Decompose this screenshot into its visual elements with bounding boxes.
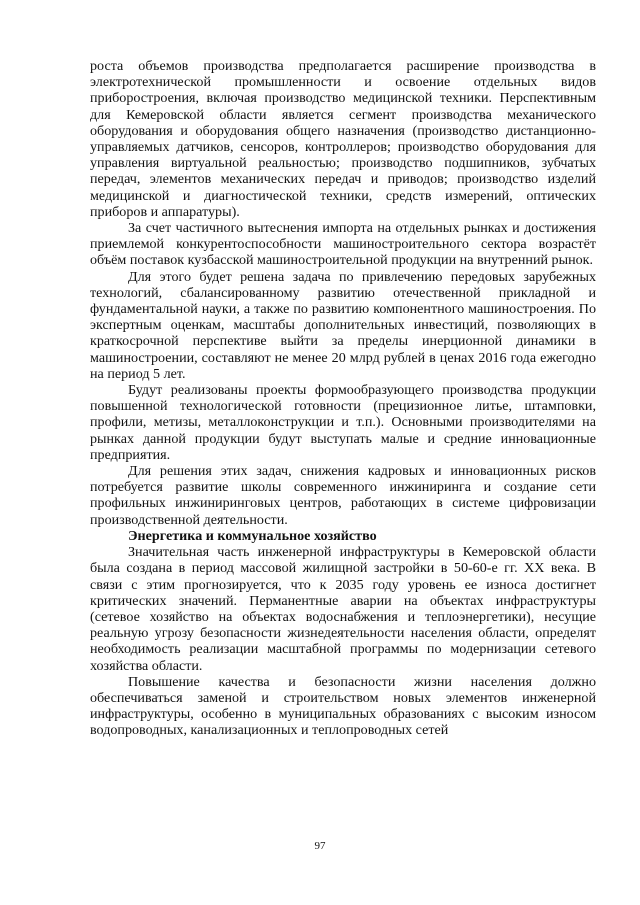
paragraph-continuation: роста объемов производства предполагается расширение производства в электротехнической промышленности и освоение отдельных видов приборостроения, включая производство медицинской техники. Перспективным для Кемеровской области является сегмент производства механического оборудования и оборудования общего назначения (производство дистанционно-управляемых датчиков, сенсоров, контроллеров; производство оборудования для управления виртуальной реальностью; производство подшипников, зубчатых передач, элементов механических передач и приводов; производство изделий медицинской и диагностической техники, средств измерений, оптических приборов и аппаратуры).	[90, 58, 596, 220]
paragraph-quality-of-life: Повышение качества и безопасности жизни населения должно обеспечиваться заменой и строительством новых элементов инженерной инфраструктуры, особенно в муниципальных образованиях с высоким износом водопроводных, канализационных и теплопроводных сетей	[90, 673, 596, 739]
page-number: 97	[314, 840, 326, 852]
paragraph-projects: Будут реализованы проекты формообразующего производства продукции повышенной технологической готовности (прецизионное литье, штамповки, профили, метизы, металлоконструкции и т.п.). Основными производителями на рынках данной продукции будут выступать малые и средние инновационные предприятия.	[90, 382, 596, 463]
paragraph-technology-transfer: Для этого будет решена задача по привлечению передовых зарубежных технологий, сбалансированному развитию отечественной прикладной и фундаментальной науки, а также по развитию компонентного машиностроения. По экспертным оценкам, масштабы дополнительных инвестиций, позволяющих в краткосрочной перспективе выйти за пределы инерционной динамики в машиностроении, составляют не менее 20 млрд рублей в ценах 2016 года ежегодно на период 5 лет.	[90, 268, 596, 382]
paragraph-engineering-school: Для решения этих задач, снижения кадровых и инновационных рисков потребуется развитие школы современного инжиниринга и создание сети профильных инжиниринговых центров, работающих в системе цифровизации производственной деятельности.	[90, 463, 596, 528]
paragraph-infrastructure: Значительная часть инженерной инфраструктуры в Кемеровской области была создана в период массовой жилищной застройки в 50-60-е гг. XX века. В связи с этим прогнозируется, что к 2035 году уровень ее износа достигнет критических значений. Перманентные аварии на объектах инфраструктуры (сетевое хозяйство на объектах водоснабжения и теплоэнергетики), несущие реальную угрозу безопасности жизнедеятельности населения области, определят необходимость реализации масштабной программы по модернизации сетевого хозяйства области.	[90, 544, 596, 674]
document-page	[90, 58, 596, 739]
section-heading: Энергетика и коммунальное хозяйство	[128, 527, 377, 544]
paragraph-import-substitution: За счет частичного вытеснения импорта на отдельных рынках и достижения приемлемой конкурентоспособности машиностроительного сектора возрастёт объём поставок кузбасской машиностроительной продукции на внутренний рынок.	[90, 220, 596, 269]
